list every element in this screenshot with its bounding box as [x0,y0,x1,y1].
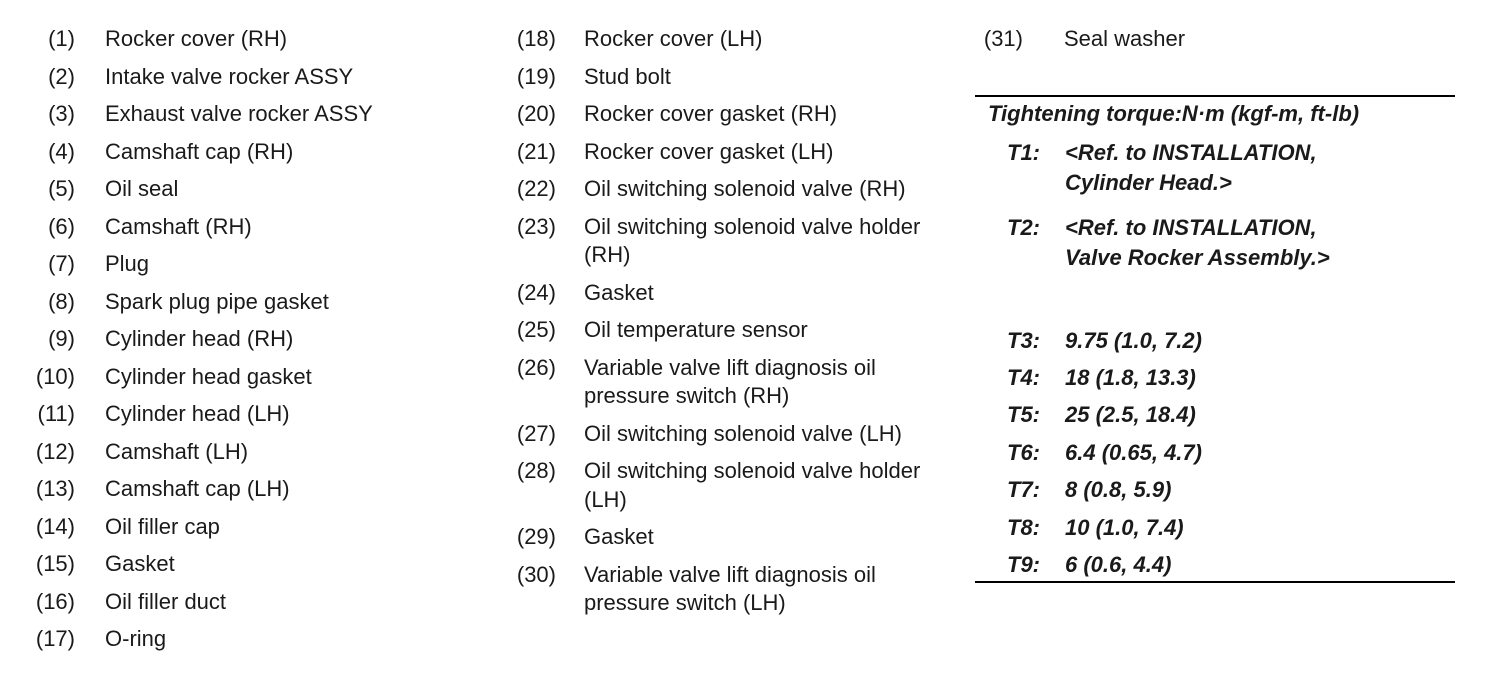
list-item [30,213,470,242]
part-number: (14) [35,513,75,539]
list-item [508,561,963,618]
part-label: Rocker cover (RH) [105,26,288,51]
torque-table-top-rule [975,95,1455,97]
part-label: Rocker cover gasket (RH) [584,101,838,126]
torque-value: 10 (1.0, 7.4) [1065,515,1184,540]
list-item [508,354,963,411]
part-number: (29) [516,524,556,549]
list-item [30,475,470,504]
part-number: (2) [48,63,75,89]
list-item [30,513,470,542]
list-item [30,625,470,654]
list-item [30,363,470,392]
part-label: Gasket [584,279,654,305]
part-number: (25) [516,317,556,342]
part-label: Cylinder head (RH) [105,326,294,351]
list-item [508,279,963,308]
part-label: Exhaust valve rocker ASSY [105,101,373,126]
part-number: (17) [35,626,75,651]
part-label: Cylinder head gasket [105,363,312,389]
list-item [30,400,470,429]
part-label: Camshaft (RH) [105,213,252,239]
part-label: Gasket [105,551,175,576]
part-number: (11) [37,401,75,426]
parts-list-column-3 [975,25,1455,63]
part-label: Variable valve lift diagnosis oil pressure switch (LH) [584,561,876,615]
part-label: Rocker cover gasket (LH) [584,138,834,164]
part-label: Plug [105,251,150,276]
torque-value: <Ref. to INSTALLATION, Valve Rocker Assembly.> [1065,215,1330,270]
part-number: (9) [48,326,75,351]
torque-key: T3: [1007,328,1040,353]
part-label: Oil temperature sensor [584,317,808,342]
torque-key: T2: [1007,215,1040,240]
torque-value: 6 (0.6, 4.4) [1065,552,1172,577]
part-number: (22) [516,176,556,201]
list-item [975,25,1455,54]
part-number: (5) [48,176,75,201]
torque-key: T9: [1007,552,1040,577]
list-item [508,523,963,552]
torque-row [1007,213,1330,273]
part-number: (24) [516,279,556,305]
part-number: (30) [516,561,556,587]
part-number: (8) [48,288,75,314]
torque-row [1007,400,1196,430]
list-item [508,25,963,54]
part-number: (20) [516,101,556,126]
part-label: Camshaft (LH) [105,438,249,464]
torque-key: T1: [1007,140,1040,165]
torque-key: T7: [1007,477,1040,502]
torque-row [1007,513,1184,543]
torque-row [1007,475,1171,505]
list-item [30,100,470,129]
torque-row [1007,438,1202,468]
part-label: Oil switching solenoid valve (RH) [584,176,906,201]
part-label: Oil switching solenoid valve holder (RH) [584,213,921,267]
part-label: Oil filler duct [105,588,227,614]
part-number: (12) [35,438,75,464]
part-number: (1) [48,26,75,51]
list-item [508,316,963,345]
part-number: (28) [516,458,556,483]
part-number: (13) [35,476,75,501]
list-item [30,438,470,467]
part-number: (10) [35,363,75,389]
list-item [508,175,963,204]
part-number: (6) [48,213,75,239]
part-label: Camshaft cap (RH) [105,138,294,164]
part-label: Camshaft cap (LH) [105,476,290,501]
part-label: Oil switching solenoid valve holder (LH) [584,458,921,512]
part-label: Stud bolt [584,63,671,89]
part-number: (3) [48,101,75,126]
part-label: Cylinder head (LH) [105,401,290,426]
list-item [30,138,470,167]
part-label: Rocker cover (LH) [584,26,763,51]
torque-value: 9.75 (1.0, 7.2) [1065,328,1202,353]
part-number: (18) [516,26,556,51]
list-item [30,25,470,54]
part-label: Oil switching solenoid valve (LH) [584,420,902,446]
torque-row [1007,326,1202,356]
part-number: (19) [516,63,556,89]
torque-value: 25 (2.5, 18.4) [1065,402,1196,427]
list-item [508,420,963,449]
list-item [508,213,963,270]
part-number: (31) [983,26,1023,51]
list-item [30,550,470,579]
torque-key: T6: [1007,440,1040,465]
part-label: Seal washer [1064,26,1186,51]
part-number: (16) [35,588,75,614]
part-label: Intake valve rocker ASSY [105,63,354,89]
part-number: (15) [35,551,75,576]
part-label: Spark plug pipe gasket [105,288,329,314]
torque-value: 18 (1.8, 13.3) [1065,365,1196,390]
parts-list-column-2 [508,25,963,627]
list-item [30,175,470,204]
torque-value: 6.4 (0.65, 4.7) [1065,440,1202,465]
list-item [508,63,963,92]
torque-key: T5: [1007,402,1040,427]
parts-list-column-1 [30,25,470,663]
part-label: Oil filler cap [105,513,220,539]
part-label: O-ring [105,626,167,651]
part-number: (27) [516,420,556,446]
torque-table-bottom-rule [975,581,1455,583]
torque-row [1007,138,1317,198]
list-item [30,250,470,279]
list-item [508,100,963,129]
part-number: (21) [516,138,556,164]
part-label: Oil seal [105,176,179,201]
list-item [508,457,963,514]
part-number: (7) [48,251,75,276]
torque-key: T8: [1007,515,1040,540]
list-item [30,288,470,317]
list-item [30,325,470,354]
part-label: Variable valve lift diagnosis oil pressure switch (RH) [584,354,876,408]
list-item [30,588,470,617]
part-number: (26) [516,354,556,380]
torque-row [1007,550,1171,580]
list-item [30,63,470,92]
part-number: (4) [48,138,75,164]
torque-key: T4: [1007,365,1040,390]
part-number: (23) [516,213,556,239]
torque-value: <Ref. to INSTALLATION, Cylinder Head.> [1065,140,1317,195]
torque-table-heading: Tightening torque:N·m (kgf-m, ft-lb) [988,101,1360,126]
list-item [508,138,963,167]
torque-row [1007,363,1196,393]
torque-value: 8 (0.8, 5.9) [1065,477,1172,502]
part-label: Gasket [584,524,654,549]
